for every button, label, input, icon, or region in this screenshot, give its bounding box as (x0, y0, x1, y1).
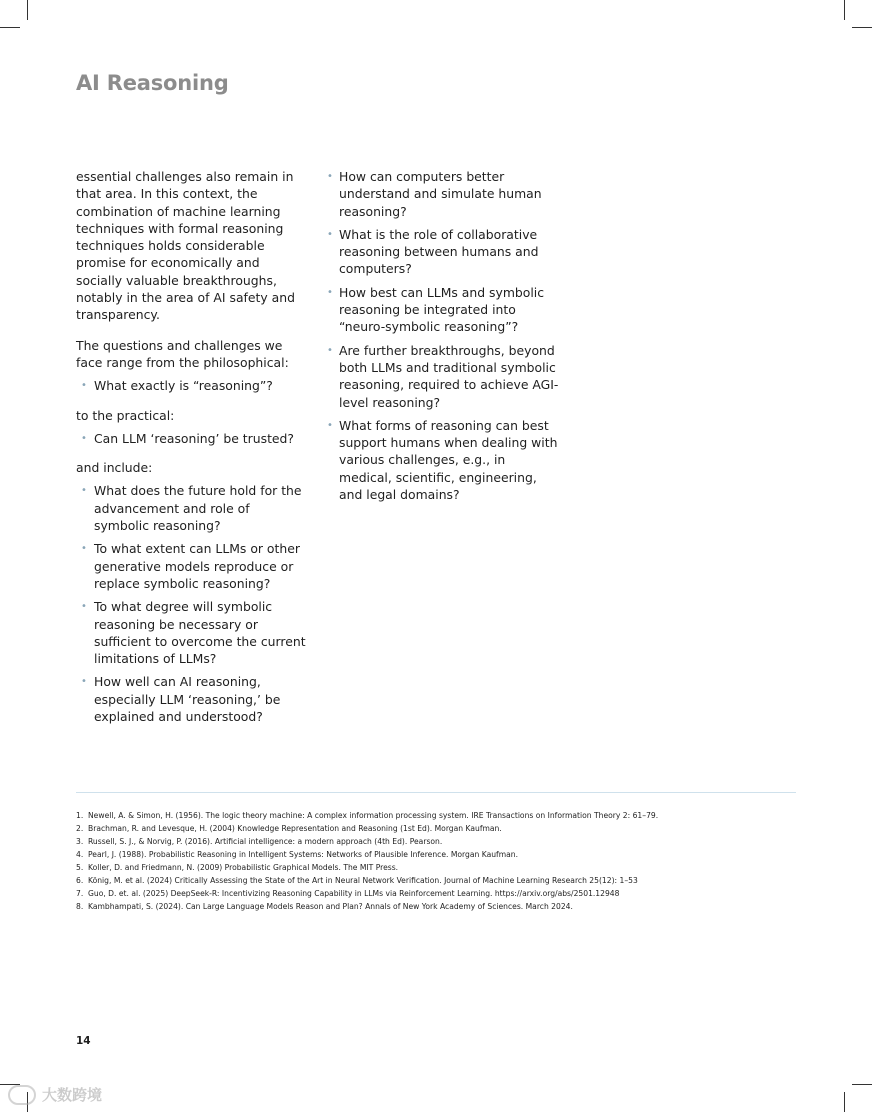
footnote-item (76, 900, 806, 913)
watermark-text: 大数跨境 (42, 1086, 103, 1104)
footnote-list (76, 809, 806, 913)
practical-list (76, 430, 308, 447)
page-header-title: AI Reasoning (76, 71, 229, 95)
footnote-number: 5. (76, 863, 84, 872)
list-item: • To what degree will symbolic reasoning be necessary or sufficient to overcome the current limitations of LLMs? (76, 598, 308, 667)
crop-mark (27, 0, 28, 20)
crop-mark (0, 27, 20, 28)
footnote-item (76, 861, 806, 874)
crop-mark (852, 27, 872, 28)
questions-paragraph: The questions and challenges we face range from the philosophical: (76, 337, 289, 370)
include-paragraph: and include: (76, 460, 153, 476)
crop-mark (844, 1092, 845, 1112)
philosophical-list (76, 377, 308, 394)
list-item: • How can computers better understand and simulate human reasoning? (327, 168, 559, 220)
footnote-number: 4. (76, 850, 84, 859)
footnote-number: 3. (76, 837, 84, 846)
list-item: • Can LLM ‘reasoning’ be trusted? (76, 430, 308, 447)
footnote-text: Brachman, R. and Levesque, H. (2004) Knowledge Representation and Reasoning (1st Ed). Morgan Kaufman. (88, 824, 502, 833)
watermark-logo-icon (8, 1085, 36, 1105)
footnote-text: König, M. et al. (2024) Critically Assessing the State of the Art in Neural Network Verification. Journal of Machine Learning Research 25(12): 1–53 (88, 876, 638, 885)
list-item: • How best can LLMs and symbolic reasoning be integrated into “neuro-symbolic reasoning”? (327, 284, 559, 336)
list-item: • What is the role of collaborative reasoning between humans and computers? (327, 226, 559, 278)
footnote-divider (76, 792, 796, 793)
include-list (76, 482, 308, 725)
footnote-number: 2. (76, 824, 84, 833)
footnote-number: 8. (76, 902, 84, 911)
intro-paragraph: essential challenges also remain in that area. In this context, the combination of machine learning techniques with formal reasoning techniques holds considerable promise for economically and socially valuable breakthroughs, notably in the area of AI safety and transparency. (76, 169, 295, 323)
right-question-list (327, 168, 559, 503)
footnote-number: 7. (76, 889, 84, 898)
footnote-item (76, 848, 806, 861)
watermark (8, 1084, 102, 1105)
footnote-item (76, 822, 806, 835)
left-column (76, 168, 308, 737)
list-item: • What exactly is “reasoning”? (76, 377, 308, 394)
list-item: • How well can AI reasoning, especially LLM ‘reasoning,’ be explained and understood? (76, 673, 308, 725)
footnote-text: Kambhampati, S. (2024). Can Large Language Models Reason and Plan? Annals of New York Academy of Sciences. March 2024. (88, 902, 573, 911)
crop-mark (844, 0, 845, 20)
footnote-text: Guo, D. et. al. (2025) DeepSeek-R: Incentivizing Reasoning Capability in LLMs via Reinforcement Learning. https://arxiv.org/abs/2501.12948 (88, 889, 620, 898)
footnote-item (76, 835, 806, 848)
footnote-item (76, 809, 806, 822)
crop-mark (852, 1084, 872, 1085)
footnote-text: Koller, D. and Friedmann, N. (2009) Probabilistic Graphical Models. The MIT Press. (88, 863, 399, 872)
list-item: • What does the future hold for the advancement and role of symbolic reasoning? (76, 482, 308, 534)
footnote-item (76, 874, 806, 887)
footnote-text: Pearl, J. (1988). Probabilistic Reasoning in Intelligent Systems: Networks of Plausible Inference. Morgan Kaufman. (88, 850, 518, 859)
list-item: • To what extent can LLMs or other generative models reproduce or replace symbolic reasoning? (76, 540, 308, 592)
footnote-text: Russell, S. J., & Norvig, P. (2016). Artificial intelligence: a modern approach (4th Ed). Pearson. (88, 837, 443, 846)
footnote-number: 6. (76, 876, 84, 885)
list-item: • Are further breakthroughs, beyond both LLMs and traditional symbolic reasoning, required to achieve AGI-level reasoning? (327, 342, 559, 411)
list-item: • What forms of reasoning can best support humans when dealing with various challenges, e.g., in medical, scientific, engineering, and legal domains? (327, 417, 559, 503)
footnote-number: 1. (76, 811, 84, 820)
right-column (327, 168, 559, 515)
footnote-item (76, 887, 806, 900)
footnote-text: Newell, A. & Simon, H. (1956). The logic theory machine: A complex information processing system. IRE Transactions on Information Theory 2: 61–79. (88, 811, 659, 820)
page-number: 14 (76, 1035, 91, 1047)
practical-paragraph: to the practical: (76, 407, 175, 423)
